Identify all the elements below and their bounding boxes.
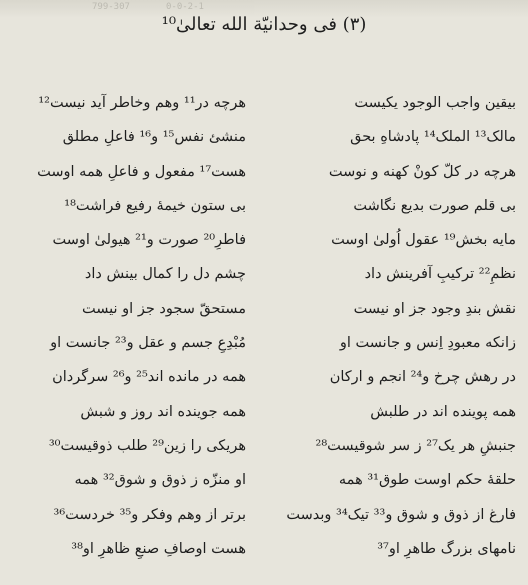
verse-line: همه در مانده اند²⁵ و²⁶ سرگردان bbox=[52, 369, 246, 386]
verse-line: بی قلم صورت بدیع نگاشت bbox=[353, 197, 516, 214]
verse-line: بیقین واجب الوجود یکیست bbox=[354, 95, 516, 111]
verse-line: همه جوینده اند روز و شبش bbox=[80, 403, 246, 420]
verse-line: زانکه معبودِ اِنس و جانست او bbox=[339, 335, 516, 352]
verse-line: نظمِ²² ترکیبِ آفرینش داد bbox=[364, 266, 516, 283]
verse-line: مستحقّ سجود جز او نیست bbox=[81, 300, 246, 317]
verse-line: بی ستون خیمهٔ رفیع فراشت¹⁸ bbox=[64, 197, 246, 214]
verse-line: فارغ از ذوق و شوق و³³ تیک³⁴ وبدست bbox=[286, 506, 516, 523]
verse-line: نامهای بزرگ طاهرِ او³⁷ bbox=[377, 540, 516, 557]
right-column bbox=[276, 86, 516, 566]
bleed-text: 799-307 bbox=[92, 2, 130, 12]
verse-line: مُبْدِعِ جسم و عقل و²³ جانست او bbox=[50, 335, 246, 352]
verse-line: همه پوینده اند در طلبش bbox=[370, 403, 516, 420]
verse-line: هست¹⁷ مفعول و فاعلِ همه اوست bbox=[37, 163, 246, 180]
verse-line: فاطرِ²⁰ صورت و²¹ هیولیٰ اوست bbox=[52, 232, 246, 249]
verse-line: در رهش چرخ و²⁴ انجم و ارکان bbox=[329, 369, 516, 386]
verse-line: مایه بخش¹⁹ عقول اُولیٰ اوست bbox=[331, 232, 516, 249]
verse-line: جنبشِ هر یک²⁷ ز سر شوقیست²⁸ bbox=[315, 437, 516, 454]
verse-line: هرچه در کلّ کونْ کهنه و نوست bbox=[328, 163, 516, 180]
section-heading: (۳) فی وحدانیّة الله تعالیٰ¹⁰ bbox=[161, 14, 367, 35]
verse-line: چشم دل را کمال بینش داد bbox=[84, 266, 246, 283]
verse-line: منشئ نفس¹⁵ و¹⁶ فاعلِ مطلق bbox=[62, 129, 246, 146]
verse-line: برتر از وهم وفکر و³⁵ خردست³⁶ bbox=[53, 506, 246, 523]
verse-line: هست اوصافِ صنعِ ظاهرِ او³⁸ bbox=[71, 540, 246, 557]
left-column bbox=[6, 86, 246, 566]
verse-line: او منزّه ز ذوق و شوق³² همه bbox=[74, 472, 246, 489]
verse-line: هریکی را زین²⁹ طلب ذوقیست³⁰ bbox=[48, 437, 246, 454]
verse-line: هرچه در¹¹ وهم وخاطر آید نیست¹² bbox=[38, 95, 246, 111]
bleed-text: 0-0-2-1 bbox=[166, 2, 204, 12]
verse-line: مالک¹³ الملک¹⁴ پادشاهِ بحق bbox=[350, 129, 516, 146]
verse-line: نقش بندِ وجود جز او نیست bbox=[353, 300, 516, 317]
verse-line: حلقهٔ حکم اوست طوق³¹ همه bbox=[338, 472, 516, 489]
